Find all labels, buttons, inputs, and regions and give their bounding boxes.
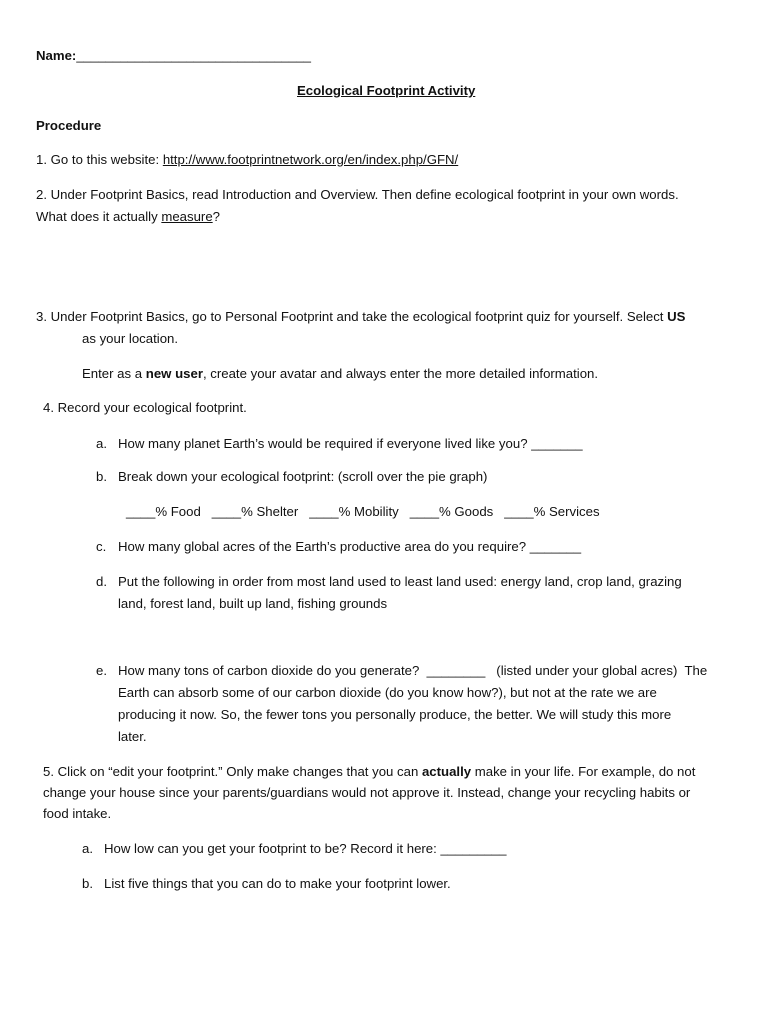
step-4e-text: How many tons of carbon dioxide do you generate? ________ (listed under your global acres) The <box>118 663 708 678</box>
name-blank: ________________________________ <box>76 48 312 63</box>
step-5a-text: How low can you get your footprint to be? Record it here: _________ <box>104 841 507 856</box>
step-4e-label: e. <box>96 663 107 678</box>
step-5b-text: List five things that you can do to make your footprint lower. <box>104 876 451 891</box>
step-3-text: 3. Under Footprint Basics, go to Personal Footprint and take the ecological footprint quiz for yourself. Select <box>36 309 668 324</box>
step-2-line-2 <box>36 206 220 228</box>
name-line <box>36 45 311 67</box>
step-4e-line-1 <box>96 660 707 682</box>
step-5-text: 5. Click on “edit your footprint.” Only make changes that you can <box>43 764 422 779</box>
step-2-question: What does it actually <box>36 209 162 224</box>
footprint-network-link[interactable]: http://www.footprintnetwork.org/en/index.php/GFN/ <box>162 152 459 167</box>
name-label: Name: <box>36 48 77 63</box>
step-2-question-mark: ? <box>212 209 220 224</box>
step-4e-line-2: Earth can absorb some of our carbon dioxide (do you know how?), but not at the rate we are <box>118 685 657 700</box>
step-3-line-1 <box>36 306 685 328</box>
step-4a-label: a. <box>96 436 107 451</box>
step-3-line-2: as your location. <box>82 331 179 346</box>
procedure-heading: Procedure <box>36 118 102 133</box>
step-4a <box>96 433 583 455</box>
step-5-line-2: change your house since your parents/guardians would not approve it. Instead, change your recycling habits or <box>43 785 691 800</box>
step-5-line-3: food intake. <box>43 806 112 821</box>
step-2-line-1: 2. Under Footprint Basics, read Introduction and Overview. Then define ecological footprint in your own words. <box>36 187 679 202</box>
step-5b <box>82 873 451 895</box>
step-4a-text: How many planet Earth’s would be required if everyone lived like you? _______ <box>118 436 583 451</box>
step-5a-label: a. <box>82 841 93 856</box>
step-4e-line-4: later. <box>118 729 147 744</box>
step-4d-line-2: land, forest land, built up land, fishing grounds <box>118 596 388 611</box>
step-1-text: 1. Go to this website: <box>36 152 163 167</box>
step-2-underlined-word: measure <box>161 209 213 224</box>
page-title: Ecological Footprint Activity <box>297 83 476 98</box>
step-5b-label: b. <box>82 876 93 891</box>
step-3-bold-new-user: new user <box>145 366 203 381</box>
step-3-bold-us: US <box>667 309 686 324</box>
step-4d-label: d. <box>96 574 107 589</box>
step-3-enter-text: Enter as a <box>82 366 146 381</box>
footprint-breakdown: ____% Food ____% Shelter ____% Mobility ____% Goods ____% Services <box>126 504 600 519</box>
step-3-line-3 <box>82 363 598 385</box>
step-4c-label: c. <box>96 539 107 554</box>
step-4b-text: Break down your ecological footprint: (scroll over the pie graph) <box>118 469 488 484</box>
step-4b-label: b. <box>96 469 107 484</box>
step-3-enter-rest: , create your avatar and always enter the more detailed information. <box>202 366 599 381</box>
step-4c <box>96 536 581 558</box>
step-4d-line-1 <box>96 571 682 593</box>
step-4d-text: Put the following in order from most land used to least land used: energy land, crop land, grazing <box>118 574 682 589</box>
step-5-line-1 <box>43 761 695 783</box>
step-4c-text: How many global acres of the Earth’s productive area do you require? _______ <box>118 539 582 554</box>
step-5-text-rest: make in your life. For example, do not <box>471 764 696 779</box>
step-1 <box>36 149 458 171</box>
step-5-bold-actually: actually <box>421 764 472 779</box>
step-4-heading: 4. Record your ecological footprint. <box>43 400 247 415</box>
step-4b <box>96 466 487 488</box>
step-4e-line-3: producing it now. So, the fewer tons you personally produce, the better. We will study this more <box>118 707 672 722</box>
step-5a <box>82 838 506 860</box>
